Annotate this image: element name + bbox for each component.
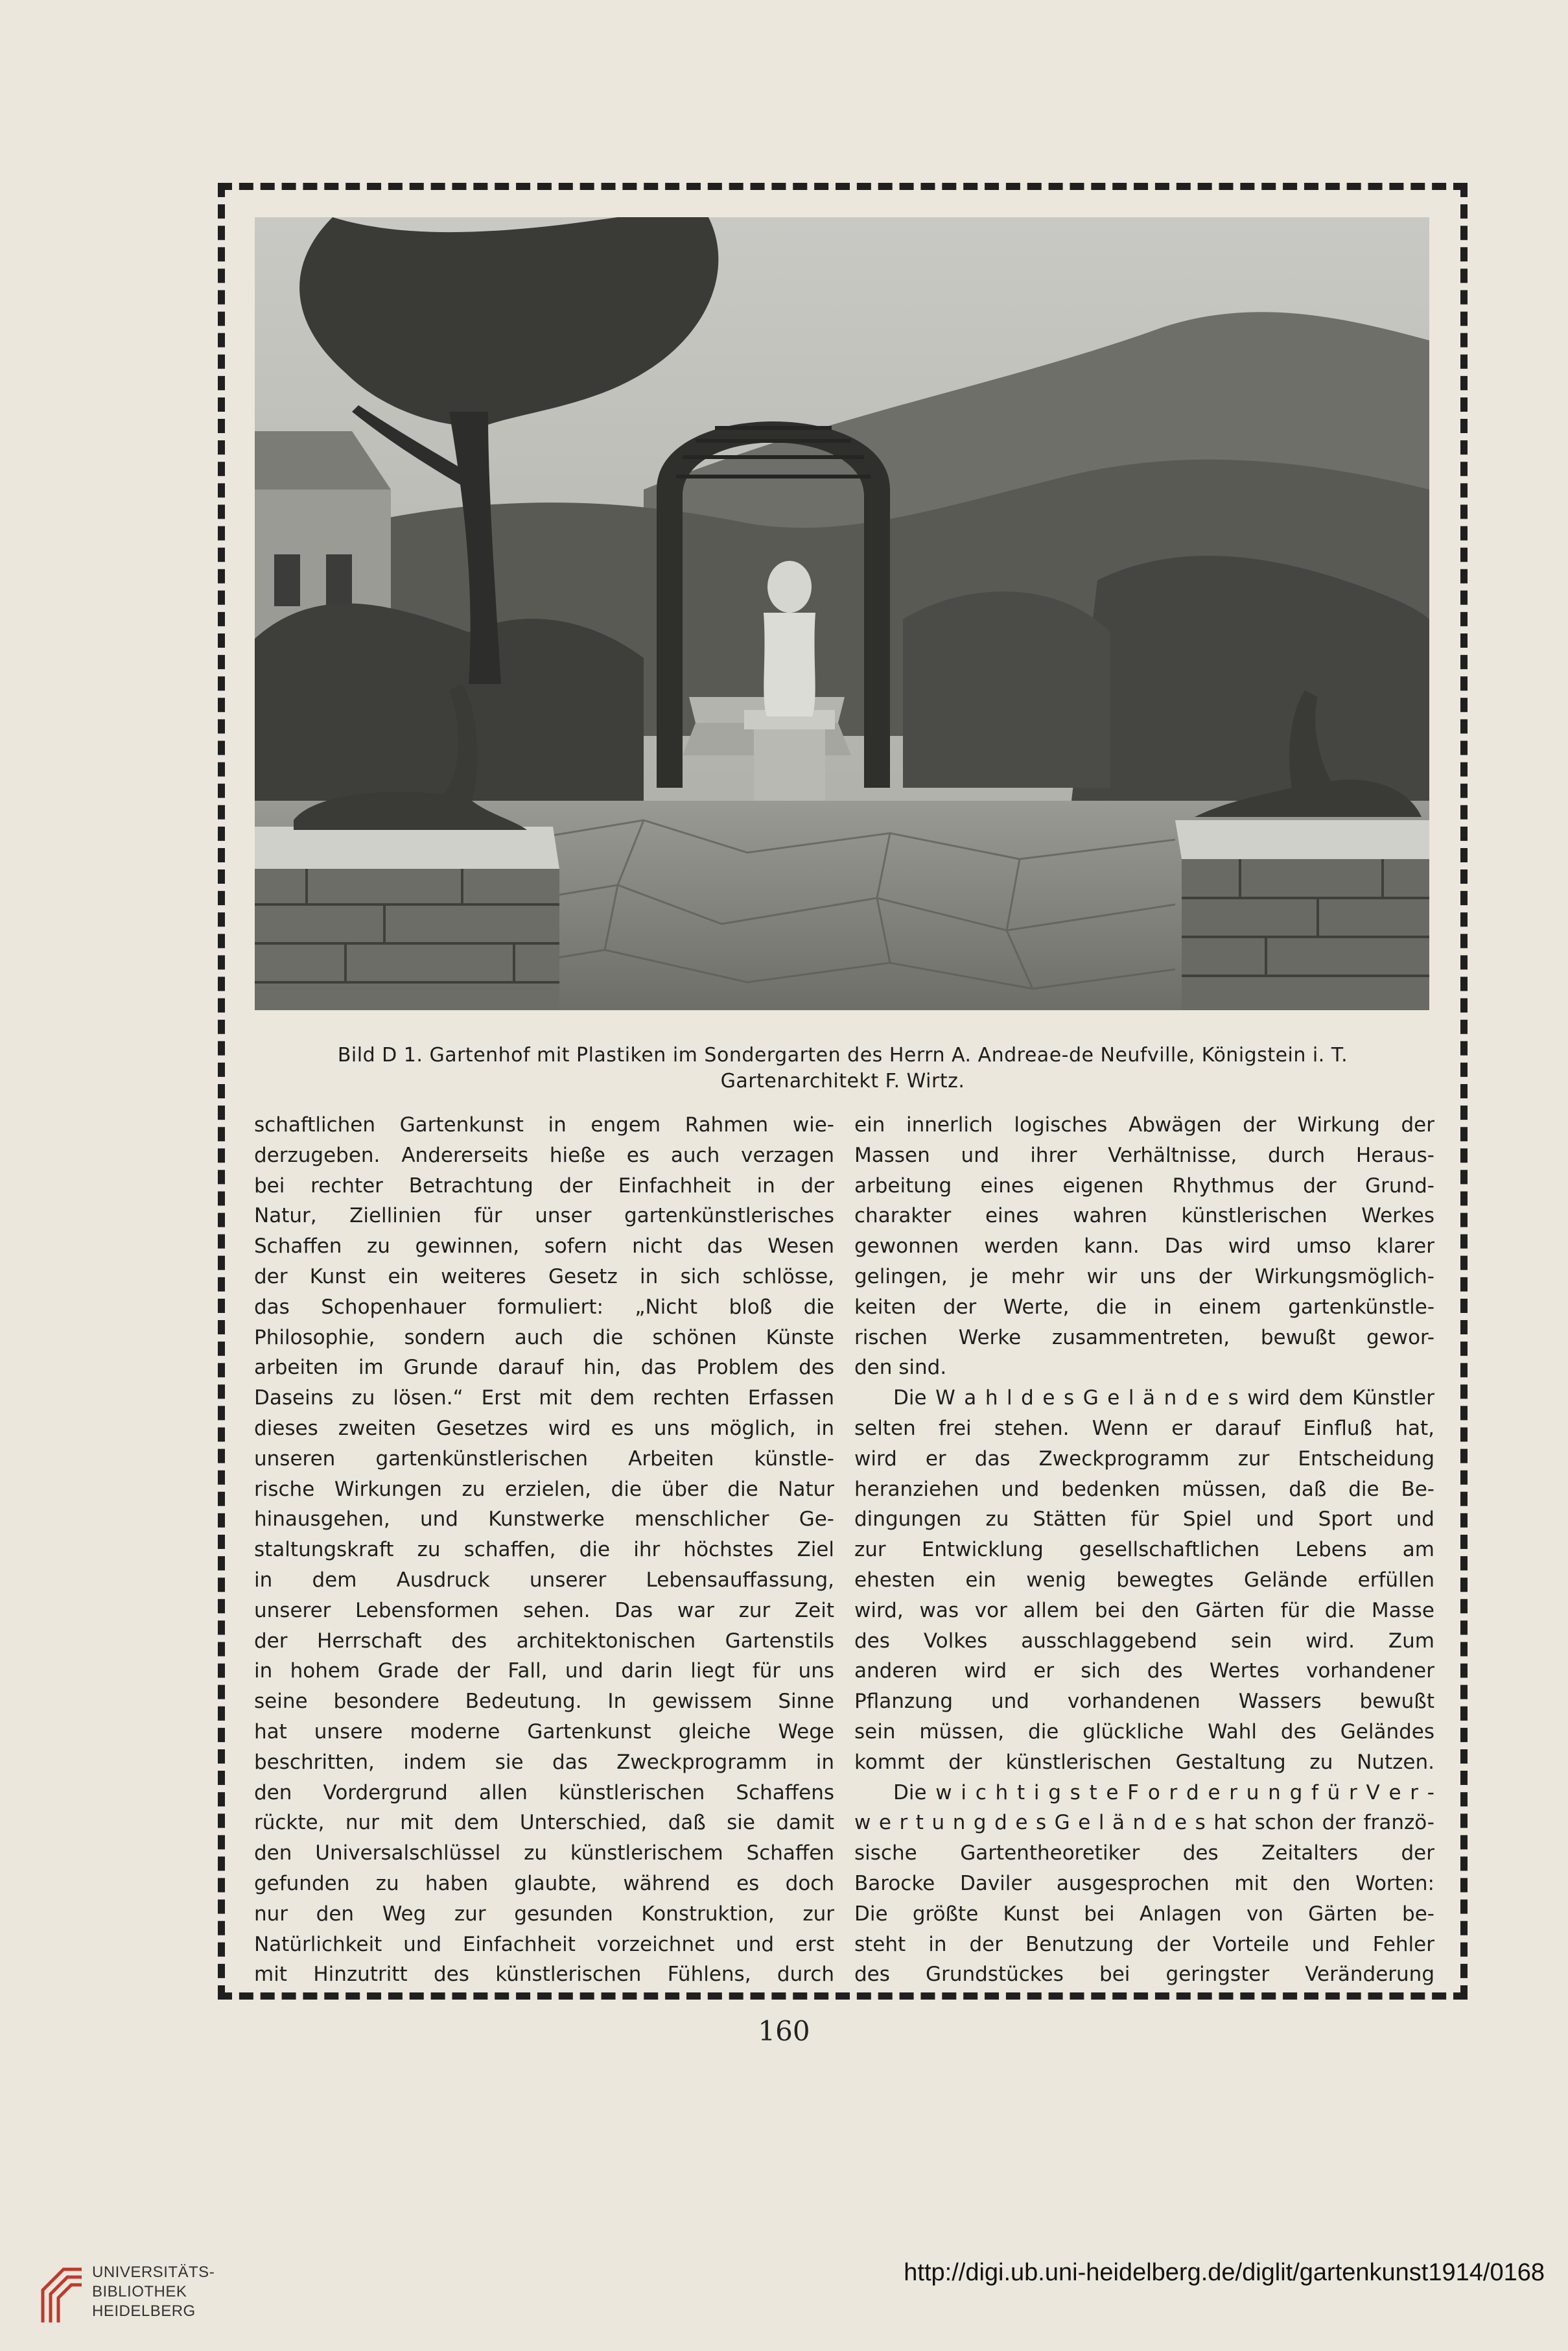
text-line: ehesten ein wenig bewegtes Gelände erfüllen [854, 1568, 1434, 1592]
text-line: sein müssen, die glückliche Wahl des Geländes [854, 1719, 1434, 1743]
text-line: beschritten, indem sie das Zweckprogramm in [254, 1750, 834, 1774]
text-line: rische Wirkungen zu erzielen, die über die Natur [254, 1477, 834, 1501]
text-line: der Herrschaft des architektonischen Gartenstils [254, 1629, 834, 1653]
text-line: Schaffen zu gewinnen, sofern nicht das Wesen [254, 1235, 834, 1258]
text-line: der Kunst ein weiteres Gesetz in sich schlösse, [254, 1264, 834, 1288]
text-line: gefunden zu haben glaubte, während es doch [254, 1871, 834, 1895]
text-line: selten frei stehen. Wenn er darauf Einfluß hat, [854, 1416, 1434, 1440]
text-line: dingungen zu Stätten für Spiel und Sport und [854, 1507, 1434, 1531]
text-line: charakter eines wahren künstlerischen Werkes [854, 1204, 1434, 1228]
library-name-line-1: UNIVERSITÄTS- [92, 2263, 215, 2281]
text-line: hinausgehen, und Kunstwerke menschlicher Ge- [254, 1507, 834, 1531]
text-line: steht in der Benutzung der Vorteile und Fehler [854, 1932, 1434, 1956]
text-line: arbeitung eines eigenen Rhythmus der Grund- [854, 1174, 1434, 1198]
text-line: unseren gartenkünstlerischen Arbeiten künstle- [254, 1447, 834, 1471]
page-number: 160 [758, 2015, 810, 2047]
text-line: rückte, nur mit dem Unterschied, daß sie damit [254, 1811, 834, 1835]
text-line: Barocke Daviler ausgesprochen mit den Worten: [854, 1871, 1434, 1895]
library-name-line-2: BIBLIOTHEK [92, 2283, 187, 2300]
photo-caption [246, 1043, 1439, 1094]
text-line: den Universalschlüssel zu künstlerischem Schaffen [254, 1841, 834, 1865]
text-line: gelingen, je mehr wir uns der Wirkungsmöglich- [854, 1264, 1434, 1288]
text-line: nur den Weg zur gesunden Konstruktion, zur [254, 1902, 834, 1926]
text-line: hat unsere moderne Gartenkunst gleiche Wege [254, 1719, 834, 1743]
source-url-link[interactable]: http://digi.ub.uni-heidelberg.de/diglit/gartenkunst1914/0168 [904, 2259, 1545, 2286]
text-line: wird er das Zweckprogramm zur Entscheidung [854, 1447, 1434, 1471]
text-line: Die größte Kunst bei Anlagen von Gärten be- [854, 1902, 1434, 1926]
text-line: zur Entwicklung gesellschaftlichen Lebens am [854, 1538, 1434, 1562]
text-line: bei rechter Betrachtung der Einfachheit in der [254, 1174, 834, 1198]
text-line: Philosophie, sondern auch die schönen Künste [254, 1325, 834, 1349]
text-line: den Vordergrund allen künstlerischen Schaffens [254, 1780, 834, 1804]
text-line: Die W a h l d e s G e l ä n d e s wird dem Künstler [893, 1386, 1434, 1410]
library-name [92, 2263, 215, 2321]
text-line: Massen und ihrer Verhältnisse, durch Heraus- [854, 1143, 1434, 1167]
text-line: w e r t u n g d e s G e l ä n d e s hat schon der franzö- [854, 1811, 1434, 1835]
text-line: des Volkes ausschlaggebend sein wird. Zum [854, 1629, 1434, 1653]
text-line: derzugeben. Andererseits hieße es auch verzagen [254, 1143, 834, 1167]
text-line: kommt der künstlerischen Gestaltung zu Nutzen. [854, 1750, 1434, 1774]
text-column-left [254, 1110, 834, 1990]
university-library-logo-icon [38, 2251, 87, 2328]
text-line: arbeiten im Grunde darauf hin, das Problem des [254, 1356, 834, 1380]
library-name-line-3: HEIDELBERG [92, 2302, 196, 2320]
text-line: Natur, Ziellinien für unser gartenkünstlerisches [254, 1204, 834, 1228]
text-line: heranziehen und bedenken müssen, daß die Be- [854, 1477, 1434, 1501]
text-line: in dem Ausdruck unserer Lebensauffassung, [254, 1568, 834, 1592]
text-line: Natürlichkeit und Einfachheit vorzeichnet und erst [254, 1932, 834, 1956]
text-line: das Schopenhauer formuliert: „Nicht bloß die [254, 1295, 834, 1319]
caption-line-1: Bild D 1. Gartenhof mit Plastiken im Sondergarten des Herrn A. Andreae-de Neufville, Königstein i. T. [337, 1044, 1348, 1067]
text-line: unserer Lebensformen sehen. Das war zur Zeit [254, 1598, 834, 1622]
text-line: schaftlichen Gartenkunst in engem Rahmen wie- [254, 1113, 834, 1137]
text-line: Daseins zu lösen.“ Erst mit dem rechten Erfassen [254, 1386, 834, 1410]
text-line: wird, was vor allem bei den Gärten für die Masse [854, 1598, 1434, 1622]
garden-photo [255, 217, 1429, 1010]
text-line: rischen Werke zusammentreten, bewußt gewor- [854, 1325, 1434, 1349]
text-line: in hohem Grade der Fall, und darin liegt für uns [254, 1659, 834, 1683]
text-line: dieses zweiten Gesetzes wird es uns möglich, in [254, 1416, 834, 1440]
text-line: sische Gartentheoretiker des Zeitalters der [854, 1841, 1434, 1865]
text-line: keiten der Werte, die in einem gartenkünstle- [854, 1295, 1434, 1319]
text-column-right [854, 1110, 1434, 1990]
text-line: den sind. [854, 1356, 947, 1380]
text-line: gewonnen werden kann. Das wird umso klarer [854, 1235, 1434, 1258]
text-line: staltungskraft zu schaffen, die ihr höchstes Ziel [254, 1538, 834, 1562]
caption-line-2: Gartenarchitekt F. Wirtz. [720, 1070, 965, 1093]
text-line: seine besondere Bedeutung. In gewissem Sinne [254, 1690, 834, 1714]
text-line: Die w i c h t i g s t e F o r d e r u n g f ü r V e r - [893, 1780, 1434, 1804]
text-line: Pflanzung und vorhandenen Wassers bewußt [854, 1690, 1434, 1714]
text-line: des Grundstückes bei geringster Veränderung [854, 1963, 1434, 1987]
text-line: ein innerlich logisches Abwägen der Wirkung der [854, 1113, 1434, 1137]
text-line: anderen wird er sich des Wertes vorhandener [854, 1659, 1434, 1683]
text-line: mit Hinzutritt des künstlerischen Fühlens, durch [254, 1963, 834, 1987]
